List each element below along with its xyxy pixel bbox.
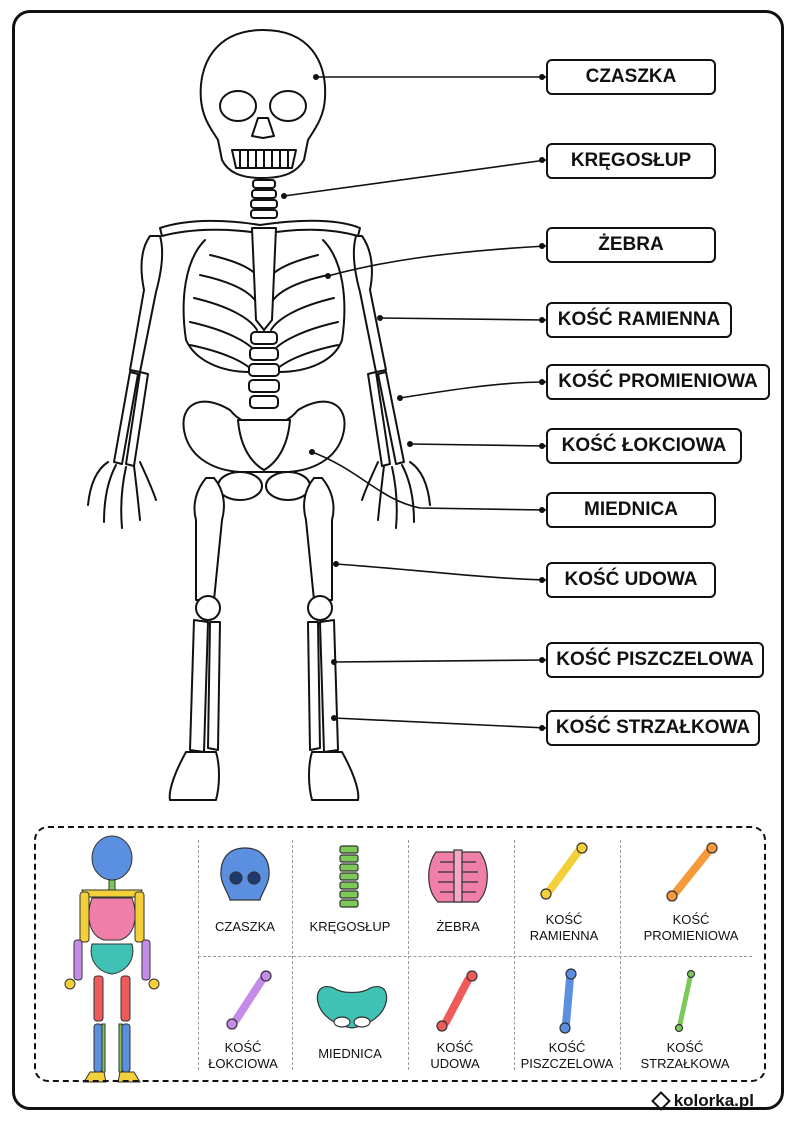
diamond-icon	[651, 1091, 671, 1111]
label-kosc-lokciowa: KOŚĆ ŁOKCIOWA	[546, 428, 742, 464]
bone-icon	[437, 971, 477, 1031]
legend-label-kosc-udowa: KOŚĆ UDOWA	[430, 1040, 480, 1071]
label-czaszka: CZASZKA	[546, 59, 716, 95]
label-kregoslup: KRĘGOSŁUP	[546, 143, 716, 179]
label-kosc-strzalkowa: KOŚĆ STRZAŁKOWA	[546, 710, 760, 746]
bone-icon	[227, 971, 271, 1029]
legend-label-czaszka: CZASZKA	[215, 919, 275, 934]
label-miednica: MIEDNICA	[546, 492, 716, 528]
legend-label-kosc-piszczelowa: KOŚĆ PISZCZELOWA	[520, 1040, 614, 1071]
bone-icon	[541, 843, 587, 899]
spine-icon	[340, 846, 358, 907]
legend-label-miednica: MIEDNICA	[318, 1046, 382, 1061]
legend-label-kosc-promieniowa: KOŚĆ PROMIENIOWA	[643, 912, 739, 943]
bone-icon	[676, 971, 695, 1032]
ribcage-icon	[429, 850, 488, 902]
bone-icon	[560, 969, 576, 1033]
skull-icon	[221, 848, 269, 900]
label-kosc-ramienna: KOŚĆ RAMIENNA	[546, 302, 732, 338]
legend-label-kregoslup: KRĘGOSŁUP	[309, 919, 391, 934]
bone-icon	[667, 843, 717, 901]
label-zebra: ŻEBRA	[546, 227, 716, 263]
brand-text: kolorka.pl	[673, 1091, 754, 1110]
legend-label-zebra: ŻEBRA	[436, 919, 480, 934]
legend-label-kosc-ramienna: KOŚĆ RAMIENNA	[529, 912, 599, 943]
brand-logo	[654, 1091, 754, 1111]
label-kosc-udowa: KOŚĆ UDOWA	[546, 562, 716, 598]
legend-label-kosc-lokciowa: KOŚĆ ŁOKCIOWA	[208, 1040, 278, 1071]
pelvis-icon	[317, 987, 386, 1028]
label-kosc-promieniowa: KOŚĆ PROMIENIOWA	[546, 364, 770, 400]
label-kosc-piszczelowa: KOŚĆ PISZCZELOWA	[546, 642, 764, 678]
legend-label-kosc-strzalkowa: KOŚĆ STRZAŁKOWA	[640, 1040, 730, 1071]
